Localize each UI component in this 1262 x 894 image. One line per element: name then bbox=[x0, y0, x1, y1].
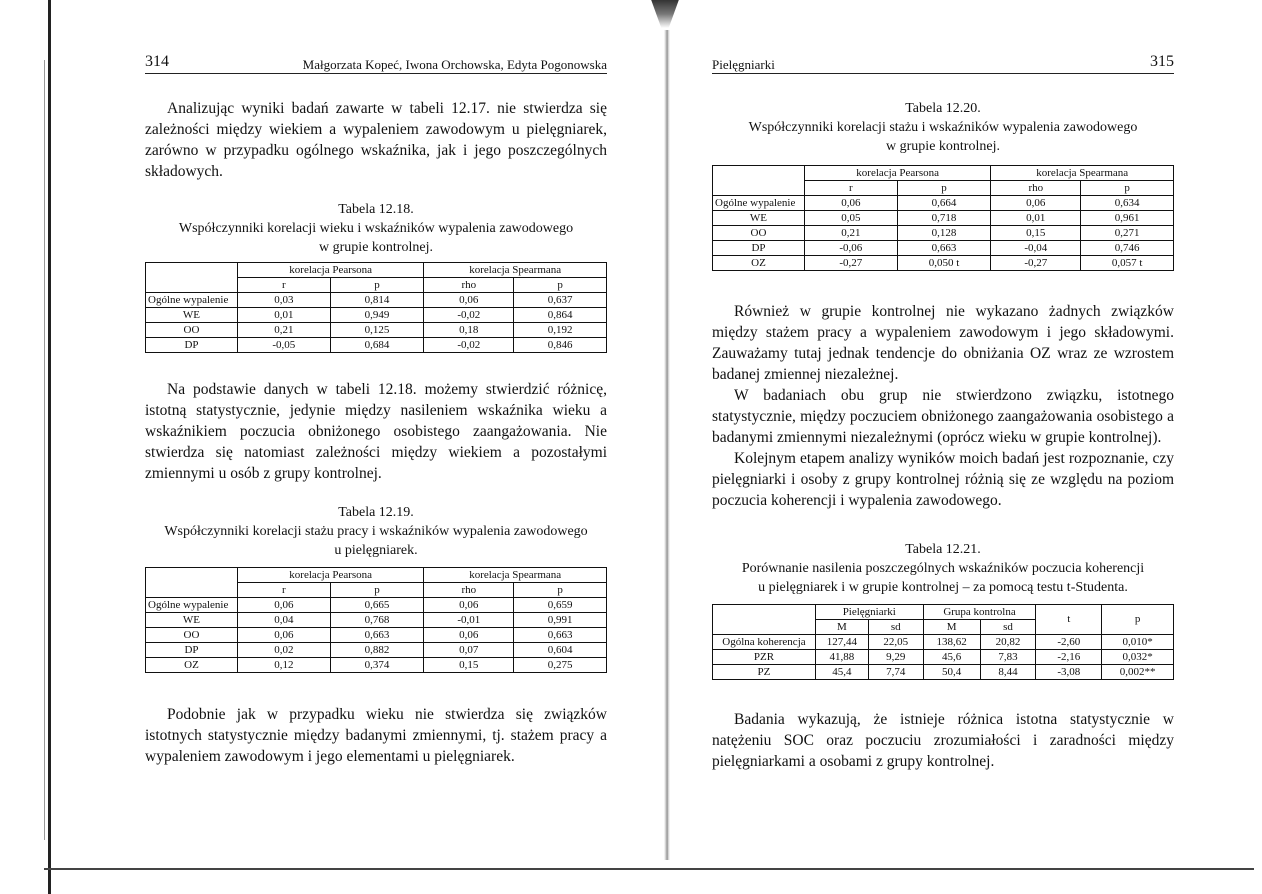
book-gutter bbox=[664, 30, 670, 860]
table-row: WE 0,05 0,718 0,01 0,961 bbox=[713, 211, 1174, 226]
table-row: Ogólna koherencja 127,44 22,05 138,62 20,82 -2,60 0,010* bbox=[713, 635, 1174, 650]
running-head bbox=[145, 55, 607, 74]
running-head-authors: Małgorzata Kopeć, Iwona Orchowska, Edyta Pogonowska bbox=[302, 57, 607, 72]
table-caption: Tabela 12.18. Współczynniki korelacji wieku i wskaźników wypalenia zawodowego w grupie kontrolnej. bbox=[178, 202, 574, 255]
table-row: DP -0,06 0,663 -0,04 0,746 bbox=[713, 241, 1174, 256]
right-page bbox=[712, 0, 1174, 894]
group-header: korelacja Pearsona bbox=[237, 568, 423, 583]
group-header: Grupa kontrolna bbox=[923, 605, 1036, 620]
page-edge-shadow bbox=[48, 0, 51, 894]
table-12-21: Pielęgniarki Grupa kontrolna t p M sd M sd Ogólna koherencja 127,44 22,05 138,62 20,82 -2,60 0,010* PZR 41,88 9,29 45,6 7,83 -2,16 0,032* PZ 45,4 7,74 50,4 8,44 -3,08 0,002** bbox=[712, 604, 1174, 680]
left-page bbox=[145, 0, 607, 894]
table-12-19: korelacja Pearsona korelacja Spearmana r p rho p Ogólne wypalenie 0,06 0,665 0,06 0,659 WE 0,04 0,768 -0,01 0,991 OO 0,06 0,663 0,06 0,663 DP 0,02 0,882 0,07 0,604 OZ 0,12 0,374 0,15 0,275 bbox=[145, 567, 607, 673]
paragraph-block: Również w grupie kontrolnej nie wykazano żadnych związków między stażem pracy a wypaleniem zawodowym i jego składowymi. Zauważamy tutaj jednak tendencje do obniżania OZ wraz ze wzrostem badanej zmiennej niezależnej. W badaniach obu grup nie stwierdzono związku, istotnego statystycznie, między poczuciem obniżonego zaangażowania osobistego a badanymi zmiennymi niezależnymi (oprócz wieku w grupie kontrolnej). Kolejnym etapem analizy wyników moich badań jest rozpoznanie, czy pielęgniarki i osoby z grupy kontrolnej różnią się ze względu na poziom poczucia koherencji i wypalenia zawodowego. bbox=[712, 303, 1174, 509]
table-row: DP 0,02 0,882 0,07 0,604 bbox=[146, 643, 607, 658]
table-row: WE 0,04 0,768 -0,01 0,991 bbox=[146, 613, 607, 628]
table-caption: Tabela 12.19. Współczynniki korelacji stażu pracy i wskaźników wypalenia zawodowego u pielęgniarek. bbox=[164, 505, 588, 558]
binding-top-shadow bbox=[642, 0, 688, 28]
table-row: PZR 41,88 9,29 45,6 7,83 -2,16 0,032* bbox=[713, 650, 1174, 665]
table-row: OO 0,06 0,663 0,06 0,663 bbox=[146, 628, 607, 643]
group-header: korelacja Spearmana bbox=[991, 166, 1174, 181]
table-row: Ogólne wypalenie 0,06 0,664 0,06 0,634 bbox=[713, 196, 1174, 211]
paragraph: Na podstawie danych w tabeli 12.18. możemy stwierdzić różnicę, istotną statystycznie, jedynie między nasileniem wskaźnika wieku a wskaźnikiem poczucia obniżonego osobistego zaangażowania. Nie stwierdza się natomiast zależności między wiekiem a pozostałymi zmiennymi u osób z grupy kontrolnej. bbox=[145, 381, 607, 482]
table-row: OO 0,21 0,128 0,15 0,271 bbox=[713, 226, 1174, 241]
table-row: OO 0,21 0,125 0,18 0,192 bbox=[146, 323, 607, 338]
group-header: korelacja Pearsona bbox=[237, 263, 423, 278]
table-row: Ogólne wypalenie 0,03 0,814 0,06 0,637 bbox=[146, 293, 607, 308]
paragraph: Badania wykazują, że istnieje różnica istotna statystycznie w natężeniu SOC oraz poczuciu zrozumiałości i zaradności między pielęgniarkami a osobami z grupy kontrolnej. bbox=[712, 711, 1174, 770]
table-caption: Tabela 12.21. Porównanie nasilenia poszczególnych wskaźników poczucia koherencji u pielęgniarek i w grupie kontrolnej – za pomocą testu t-Studenta. bbox=[741, 542, 1145, 595]
page-number: 315 bbox=[1150, 53, 1174, 70]
group-header: Pielęgniarki bbox=[815, 605, 923, 620]
table-row: Ogólne wypalenie 0,06 0,665 0,06 0,659 bbox=[146, 598, 607, 613]
table-row: OZ 0,12 0,374 0,15 0,275 bbox=[146, 658, 607, 673]
table-row: OZ -0,27 0,050 t -0,27 0,057 t bbox=[713, 256, 1174, 271]
group-header: korelacja Spearmana bbox=[424, 263, 607, 278]
group-header: korelacja Pearsona bbox=[804, 166, 990, 181]
table-caption: Tabela 12.20. Współczynniki korelacji stażu i wskaźników wypalenia zawodowego w grupie kontrolnej. bbox=[748, 101, 1138, 154]
group-header: korelacja Spearmana bbox=[424, 568, 607, 583]
table-12-18: korelacja Pearsona korelacja Spearmana r p rho p Ogólne wypalenie 0,03 0,814 0,06 0,637 WE 0,01 0,949 -0,02 0,864 OO 0,21 0,125 0,18 0,192 DP -0,05 0,684 -0,02 0,846 bbox=[145, 262, 607, 353]
running-head bbox=[712, 55, 1174, 74]
paragraph: Podobnie jak w przypadku wieku nie stwierdza się związków istotnych statystycznie między badanymi zmiennymi, tj. stażem pracy a wypaleniem zawodowym i jego elementami u pielęgniarek. bbox=[145, 706, 607, 765]
running-head-title: Pielęgniarki bbox=[712, 57, 775, 72]
table-row: PZ 45,4 7,74 50,4 8,44 -3,08 0,002** bbox=[713, 665, 1174, 680]
table-row: WE 0,01 0,949 -0,02 0,864 bbox=[146, 308, 607, 323]
paragraph: Analizując wyniki badań zawarte w tabeli 12.17. nie stwierdza się zależności między wiekiem a wypaleniem zawodowym u pielęgniarek, zarówno w przypadku ogólnego wskaźnika, jak i jego poszczególnych składowych. bbox=[145, 100, 607, 180]
table-row: DP -0,05 0,684 -0,02 0,846 bbox=[146, 338, 607, 353]
page-edge-line bbox=[44, 60, 45, 840]
page-number: 314 bbox=[145, 53, 169, 70]
table-12-20: korelacja Pearsona korelacja Spearmana r p rho p Ogólne wypalenie 0,06 0,664 0,06 0,634 WE 0,05 0,718 0,01 0,961 OO 0,21 0,128 0,15 0,271 DP -0,06 0,663 -0,04 0,746 OZ -0,27 0,050 t -0,27 0,057 t bbox=[712, 165, 1174, 271]
